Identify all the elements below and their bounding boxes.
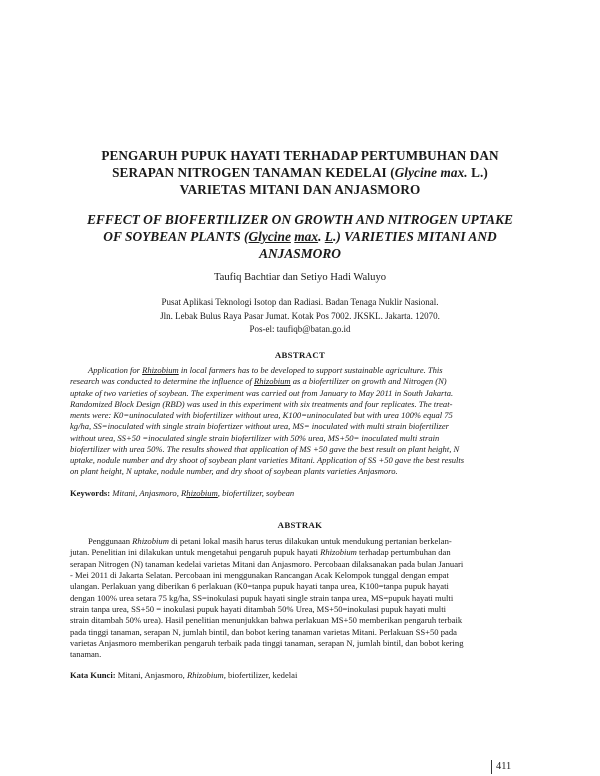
species-name: Glycine max. xyxy=(394,165,468,180)
affiliation-line-2: Jln. Lebak Bulus Raya Pasar Jumat. Kotak Pos 7002. JKSKL. Jakarta. 12070. xyxy=(160,310,440,321)
keywords-indonesian: Kata Kunci: Mitani, Anjasmoro, Rhizobium, biofertilizer, kedelai xyxy=(70,670,298,680)
kata-kunci-label: Kata Kunci: xyxy=(70,670,116,680)
title-en-line-1: EFFECT OF BIOFERTILIZER ON GROWTH AND NITROGEN UPTAKE xyxy=(87,212,513,227)
page-number: 411 xyxy=(491,760,536,774)
title-en-line-3: ANJASMORO xyxy=(259,246,341,261)
title-english xyxy=(40,211,560,262)
abstract-heading: ABSTRACT xyxy=(274,350,326,360)
author-email[interactable]: Pos-el: taufiqb@batan.go.id xyxy=(249,324,351,335)
title-id-line-2: SERAPAN NITROGEN TANAMAN KEDELAI (Glycine max. L.) xyxy=(112,165,488,180)
affiliation-line-1: Pusat Aplikasi Teknologi Isotop dan Radiasi. Badan Tenaga Nuklir Nasional. xyxy=(161,297,439,307)
abstrak-heading: ABSTRAK xyxy=(277,520,323,530)
title-en-line-2: OF SOYBEAN PLANTS (Glycine max. L.) VARIETIES MITANI AND xyxy=(103,229,497,244)
abstrak-indonesian: Penggunaan Rhizobium di petani lokal masih harus terus dilakukan untuk mendukung pertanian berkelan- jutan. Penelitian ini dilakukan untuk mengetahui pengaruh pupuk hayati Rhizobium terhadap pertumbuhan dan serapan Nitrogen (N) tanaman kedelai varietas Mitani dan Anjasmoro. Percobaan dilaksanakan pada bulan Januari - Mei 2011 di Jakarta Selatan. Percobaan ini menggunakan Rancangan Acak Kelompok tunggal dengan empat ulangan. Perlakuan yang diberikan 6 perlakuan (K0=tanpa pupuk hayati tanpa urea, K100=tanpa pupuk hayati dengan 100% urea setara 75 kg/ha, SS=inokulasi pupuk hayati single strain tanpa urea, MS=pupuk hayati multi strain tanpa urea, SS+50 = inokulasi pupuk hayati ditambah 50% Urea, MS+50=inokulasi pupuk hayati multi strain ditambah 50% urea). Hasil penelitian menunjukkan bahwa perlakuan MS+50 memberikan pengaruh terbaik pada tinggi tanaman, serapan N, jumlah bintil, dan bobot kering tanaman varietas Mitani. Perlakuan SS+50 pada varietas Anjasmoro memberikan pengaruh terbaik pada tinggi tanaman, serapan N, jumlah bintil, dan bobot kering tanaman. xyxy=(70,536,464,660)
keywords-english: Keywords: Mitani, Anjasmoro, Rhizobium, biofertilizer, soybean xyxy=(70,488,295,498)
title-id-line-1: PENGARUH PUPUK HAYATI TERHADAP PERTUMBUHAN DAN xyxy=(101,148,499,163)
keywords-label: Keywords: xyxy=(70,488,111,498)
authors: Taufiq Bachtiar dan Setiyo Hadi Waluyo xyxy=(213,272,387,283)
abstract-english: Application for Rhizobium in local farmers has to be developed to support sustainable agriculture. This research was conducted to determine the influence of Rhizobium as a biofertilizer on growth and Nitrogen (N) uptake of two varieties of soybean. The experiment was carried out from January to May 2011 in South Jakarta. Randomized Block Design (RBD) was used in this experiment with six treatments and four replicates. The treat- ments were: K0=uninoculated with biofertilizer without urea, K100=uninoculated but with urea 100% equal 75 kg/ha, SS=inoculated with single strain biofertizer without urea, MS= inoculated with multi strain biofertilizer without urea, SS+50 =inoculated single strain biofertilizer with 50% urea, MS+50= inoculated multi strain biofertilizer with urea 50%. The results showed that application of MS +50 gave the best result on plant height, N uptake, nodule number and dry shoot of soybean plant varieties Mitani. Application of SS +50 gave the best results on plant height, N uptake, nodule number, and dry shoot of soybean plants varieties Anjasmoro. xyxy=(70,365,465,477)
title-indonesian xyxy=(40,147,560,198)
title-id-line-3: VARIETAS MITANI DAN ANJASMORO xyxy=(179,182,421,197)
affiliation xyxy=(60,296,540,337)
